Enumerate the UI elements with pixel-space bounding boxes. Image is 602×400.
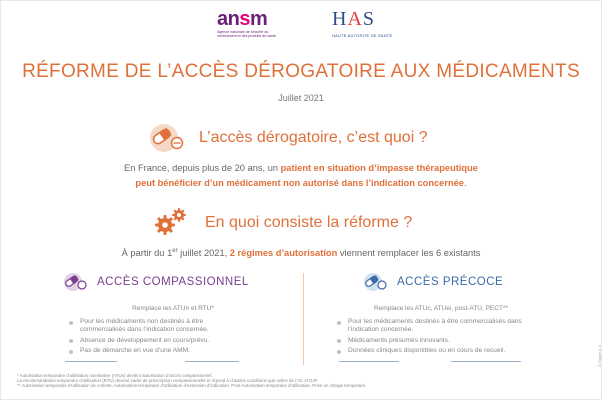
section1-heading: L’accès dérogatoire, c’est quoi ? (199, 129, 428, 146)
section1-paragraph (1, 161, 601, 191)
page-title: RÉFORME DE L’ACCÈS DÉROGATOIRE AUX MÉDICAMENTS (22, 61, 580, 82)
publication-date: Juillet 2021 (278, 93, 324, 103)
list-item: Pour les médicaments non destinés à être commercialisés dans l’indication concernée. (69, 318, 250, 335)
card-precoce-title-text: ACCÈS PRÉCOCE (397, 276, 504, 288)
card-compassionnel-subtitle: Remplace les ATUn et RTU* (132, 305, 214, 312)
section1-bold-2: peut bénéficier d’un médicament non autorisé dans l’indication concernée (135, 178, 464, 188)
section2-bold: 2 régimes d’autorisation (229, 248, 338, 259)
card-compassionnel-list (69, 318, 280, 358)
card-precoce-list (337, 318, 558, 358)
list-item: Médicaments présumés innovants. (337, 337, 548, 345)
card-precoce-underline-right (451, 361, 521, 362)
card-precoce-underline-left (339, 361, 399, 362)
card-acces-compassionnel (53, 266, 293, 366)
has-logo-subtitle: HAUTE AUTORITÉ DE SANTÉ (332, 33, 393, 38)
ansm-logo-subtitle: Agence nationale de sécurité du médicament et des produits de santé (217, 30, 276, 39)
section1-text: En France, depuis plus de 20 ans, un (124, 163, 281, 173)
pills-icon (149, 123, 187, 153)
section1-bold-1: patient en situation d’impasse thérapeutique (280, 163, 478, 173)
section2-text-mid: juillet 2021, (177, 248, 230, 259)
has-logo (332, 8, 412, 38)
section2-paragraph (1, 244, 601, 261)
footnotes (17, 373, 577, 389)
footnote-3: ** Autorisation temporaire d’utilisation de cohorte, Autorisation temporaire d’utilisation d’extension d’indication, Post-Autorisation temporaire d’utilisation, Prise en charge temporaire. (17, 383, 367, 389)
card-compassionnel-title-text: ACCÈS COMPASSIONNEL (97, 276, 249, 288)
card-compassionnel-underline-left (65, 361, 117, 362)
ansm-logo-text: ansm (217, 8, 268, 30)
copyright: © Haute A.S (597, 345, 602, 368)
list-item: Pour les médicaments destinés à être commercialisés dans l’indication concernée. (337, 318, 528, 335)
section2-text-start: À partir du 1 (121, 248, 173, 259)
list-item: Absence de développement en cours/prévu. (69, 337, 280, 345)
footnote-2: La recommandation temporaire d’utilisation (RTU) devient cadre de prescription compassionnelle et répond à d’autres conditions que celles de l’AC et DJF. (17, 378, 319, 384)
section1-period: . (463, 178, 467, 188)
card-acces-precoce (321, 266, 561, 366)
section2-heading: En quoi consiste la réforme ? (205, 214, 413, 231)
card-precoce-subtitle: Remplace les ATUc, ATUei, post-ATU, PECT** (373, 305, 508, 312)
gears-icon (153, 206, 189, 238)
pills-icon (63, 272, 89, 292)
cards-divider (303, 273, 304, 365)
has-logo-text: HAS (332, 8, 376, 30)
section2-text-end: viennent remplacer les 6 existants (337, 248, 481, 259)
list-item: Données cliniques disponibles ou en cours de recueil. (337, 347, 558, 355)
ansm-logo (217, 9, 307, 38)
pills-icon (363, 272, 389, 292)
card-compassionnel-underline-right (185, 361, 239, 362)
footnote-1: * Autorisation temporaire d’utilisation nominative (ATUn) devient autorisation d’accès compassionnel. (17, 373, 213, 378)
logos-header (1, 7, 601, 47)
list-item: Pas de démarche en vue d’une AMM. (69, 347, 280, 355)
section2-sup: er (172, 248, 178, 254)
